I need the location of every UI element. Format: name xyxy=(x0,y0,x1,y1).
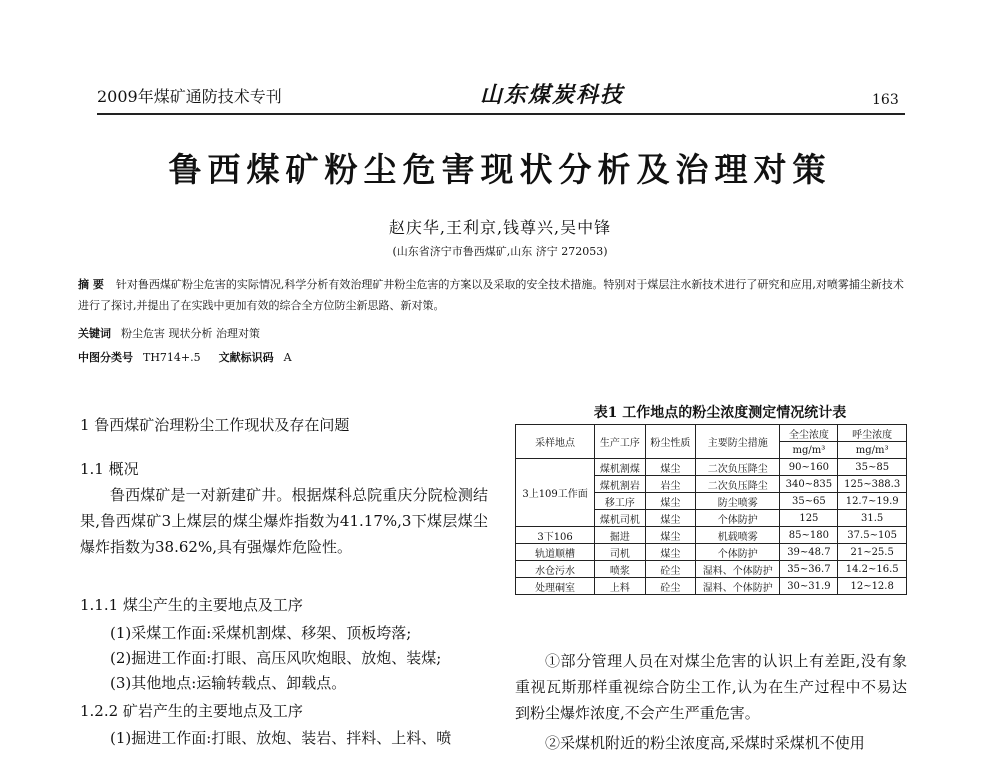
cell-total: 340~835 xyxy=(780,476,838,493)
section-1-1-1-heading: 1.1.1 煤尘产生的主要地点及工序 xyxy=(80,596,303,614)
keywords-label: 关键词 xyxy=(78,327,111,340)
table-row xyxy=(516,578,907,595)
list-item: (1)掘进工作面:打眼、放炮、装岩、拌料、上料、喷 xyxy=(110,729,452,747)
journal-logo: 山东煤炭科技 xyxy=(480,82,625,108)
list-item: (1)采煤工作面:采煤机割煤、移架、顶板垮落; xyxy=(110,624,412,642)
cell-resp: 125~388.3 xyxy=(838,476,907,493)
cell-process: 司机 xyxy=(595,544,646,561)
cell-measure: 湿料、个体防护 xyxy=(696,561,780,578)
table-caption: 表1 工作地点的粉尘浓度测定情况统计表 xyxy=(593,405,847,421)
header-location: 采样地点 xyxy=(516,425,595,459)
cell-process: 煤机司机 xyxy=(595,510,646,527)
cell-total: 35~65 xyxy=(780,493,838,510)
cell-process: 煤机割岩 xyxy=(595,476,646,493)
table-header-row xyxy=(516,425,907,442)
cell-resp: 31.5 xyxy=(838,510,907,527)
cell-location: 水仓污水 xyxy=(516,561,595,578)
cell-resp: 37.5~105 xyxy=(838,527,907,544)
list-item: (2)掘进工作面:打眼、高压风吹炮眼、放炮、装煤; xyxy=(110,649,442,667)
abstract-label: 摘 要 xyxy=(78,278,104,291)
cell-dust: 煤尘 xyxy=(645,544,696,561)
authors: 赵庆华,王利京,钱尊兴,吴中锋 xyxy=(388,218,612,237)
class-label: 中图分类号 xyxy=(78,351,133,364)
paper-title: 鲁西煤矿粉尘危害现状分析及治理对策 xyxy=(168,150,832,189)
cell-total: 85~180 xyxy=(780,527,838,544)
cell-dust: 煤尘 xyxy=(645,459,696,476)
classification xyxy=(78,349,292,365)
body-paragraph-right: ②采煤机附近的粉尘浓度高,采煤时采煤机不使用 xyxy=(545,734,865,752)
cell-dust: 煤尘 xyxy=(645,527,696,544)
unit-total: mg/m³ xyxy=(780,442,838,459)
abstract-text: 针对鲁西煤矿粉尘危害的实际情况,科学分析有效治理矿井粉尘危害的方案以及采取的安全技术措施。特别对于煤层注水新技术进行了研究和应用,对喷雾捕尘新技术进行了探讨,并提出了在实践中更加有效的综合全方位防尘新思路、新对策。 xyxy=(78,278,904,312)
journal-issue: 2009年煤矿通防技术专刊 xyxy=(97,87,282,106)
dust-concentration-table xyxy=(515,424,907,595)
cell-location: 3下106 xyxy=(516,527,595,544)
keywords-text: 粉尘危害 现状分析 治理对策 xyxy=(121,327,260,340)
cell-resp: 12.7~19.9 xyxy=(838,493,907,510)
cell-measure: 个体防护 xyxy=(696,510,780,527)
cell-measure: 个体防护 xyxy=(696,544,780,561)
cell-resp: 21~25.5 xyxy=(838,544,907,561)
cell-dust: 砼尘 xyxy=(645,561,696,578)
cell-total: 125 xyxy=(780,510,838,527)
list-item: (3)其他地点:运输转载点、卸载点。 xyxy=(110,674,347,692)
table-row xyxy=(516,544,907,561)
table-row xyxy=(516,561,907,578)
header-dust-type: 粉尘性质 xyxy=(645,425,696,459)
page-number: 163 xyxy=(872,92,899,108)
cell-total: 39~48.7 xyxy=(780,544,838,561)
section-1-1-heading: 1.1 概况 xyxy=(80,460,139,478)
cell-process: 掘进 xyxy=(595,527,646,544)
cell-measure: 二次负压降尘 xyxy=(696,476,780,493)
cell-resp: 14.2~16.5 xyxy=(838,561,907,578)
doc-label: 文献标识码 xyxy=(218,351,274,364)
doc-code: A xyxy=(283,351,292,364)
cell-measure: 机载喷雾 xyxy=(696,527,780,544)
cell-process: 移工序 xyxy=(595,493,646,510)
cell-total: 35~36.7 xyxy=(780,561,838,578)
section-1-2-2-heading: 1.2.2 矿岩产生的主要地点及工序 xyxy=(80,702,303,720)
cell-process: 煤机割煤 xyxy=(595,459,646,476)
cell-measure: 湿料、个体防护 xyxy=(696,578,780,595)
cell-process: 喷浆 xyxy=(595,561,646,578)
cell-resp: 35~85 xyxy=(838,459,907,476)
cell-measure: 防尘喷雾 xyxy=(696,493,780,510)
table-row xyxy=(516,527,907,544)
cell-resp: 12~12.8 xyxy=(838,578,907,595)
unit-resp: mg/m³ xyxy=(838,442,907,459)
cell-process: 上料 xyxy=(595,578,646,595)
keywords xyxy=(78,325,260,341)
cell-location: 处理硐室 xyxy=(516,578,595,595)
section-1-heading: 1 鲁西煤矿治理粉尘工作现状及存在问题 xyxy=(80,416,350,434)
cell-total: 30~31.9 xyxy=(780,578,838,595)
cell-location: 3上109工作面 xyxy=(516,459,595,527)
affiliation: (山东省济宁市鲁西煤矿,山东 济宁 272053) xyxy=(392,245,608,258)
cell-total: 90~160 xyxy=(780,459,838,476)
cell-dust: 砼尘 xyxy=(645,578,696,595)
cell-measure: 二次负压降尘 xyxy=(696,459,780,476)
cell-dust: 煤尘 xyxy=(645,493,696,510)
header-measure: 主要防尘措施 xyxy=(696,425,780,459)
body-paragraph: 鲁西煤矿是一对新建矿井。根据煤科总院重庆分院检测结果,鲁西煤矿3上煤层的煤尘爆炸指数为41.17%,3下煤层煤尘爆炸指数为38.62%,具有强爆炸危险性。 xyxy=(80,486,488,556)
table-row xyxy=(516,459,907,476)
body-paragraph-right: ①部分管理人员在对煤尘危害的认识上有差距,没有象重视瓦斯那样重视综合防尘工作,认为在生产过程中不易达到粉尘爆炸浓度,不会产生严重危害。 xyxy=(515,652,907,722)
header-total-dust: 全尘浓度 xyxy=(780,425,838,442)
cell-location: 轨道顺槽 xyxy=(516,544,595,561)
header-resp-dust: 呼尘浓度 xyxy=(838,425,907,442)
abstract xyxy=(78,274,908,316)
header-rule xyxy=(97,113,905,115)
cell-dust: 岩尘 xyxy=(645,476,696,493)
cell-dust: 煤尘 xyxy=(645,510,696,527)
header-process: 生产工序 xyxy=(595,425,646,459)
class-code: TH714+.5 xyxy=(143,351,201,364)
